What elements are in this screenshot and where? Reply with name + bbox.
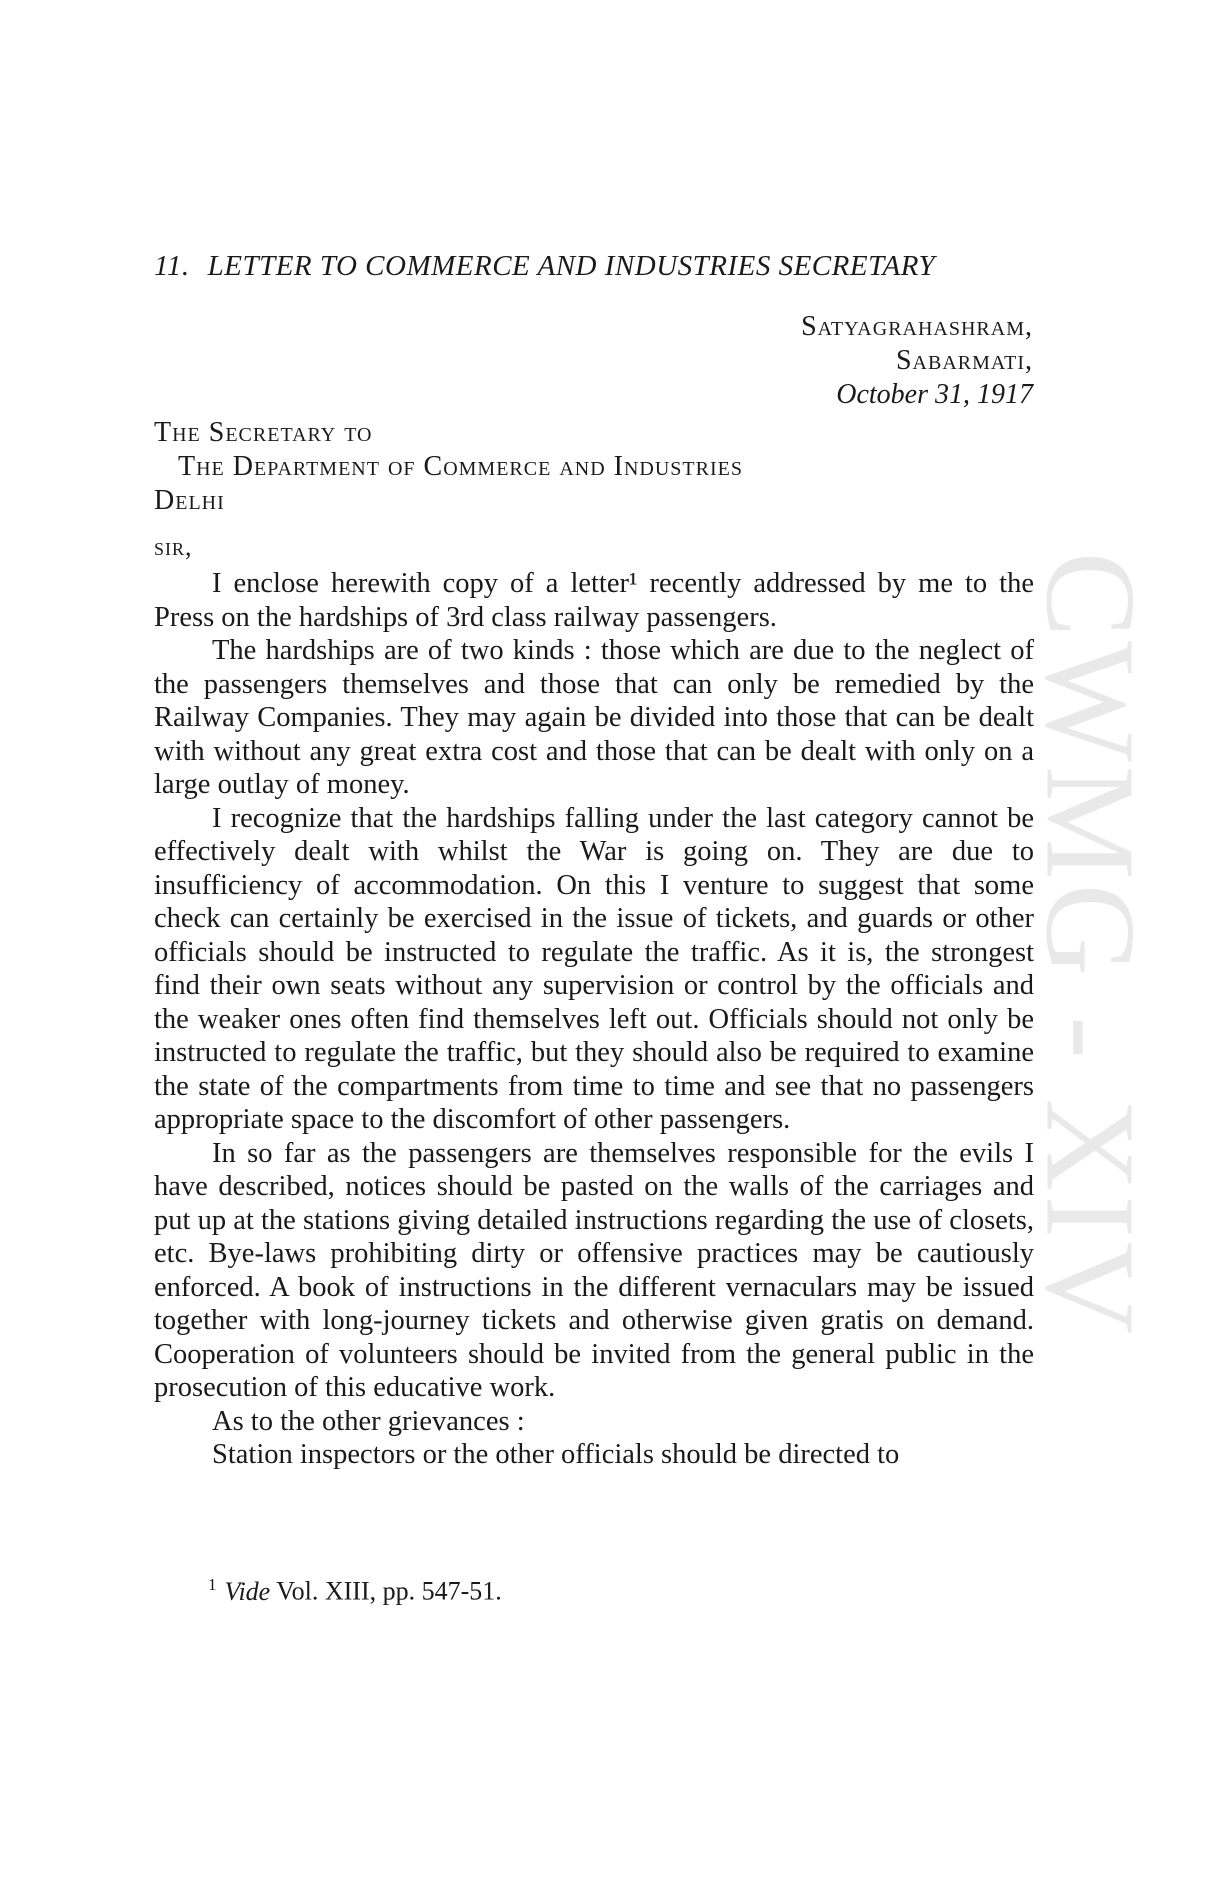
footnote-mark: 1 (208, 1575, 217, 1594)
footnote-text: Vol. XIII, pp. 547-51. (276, 1576, 502, 1606)
paragraph-2: The hardships are of two kinds : those which are due to the neglect of the passengers themselves and those that can only be remedied by the Railway Companies. They may again be divided into those that can be dealt with without any great extra cost and those that can be dealt with only on a large outlay of money. (154, 635, 1034, 800)
letter-heading (154, 250, 1034, 283)
letter-body (154, 567, 1034, 1472)
paragraph-6: Station inspectors or the other officials should be directed to (212, 1439, 900, 1470)
address-line-1: Satyagrahashram, (801, 311, 1033, 342)
watermark-text: CWMG - XIV (1019, 551, 1162, 1339)
footnote (208, 1575, 502, 1607)
heading-number: 11. (154, 250, 190, 282)
paragraph-5: As to the other grievances : (212, 1405, 525, 1437)
paragraph-1: I enclose herewith copy of a letter¹ recently addressed by me to the Press on the hardships of 3rd class railway passengers. (154, 568, 1034, 633)
recipient-block (154, 416, 743, 518)
recipient-line-1: The Secretary to (154, 417, 373, 448)
sender-address (801, 310, 1033, 412)
salutation: sir, (154, 532, 193, 561)
letter-date: October 31, 1917 (836, 379, 1033, 410)
paragraph-3: I recognize that the hardships falling under the last category cannot be effectively dealt with whilst the War is going on. They are due to insufficiency of accommodation. On this I venture to suggest that some check can certainly be exercised in the issue of tickets, and guards or other officials should be instructed to regulate the traffic. As it is, the strongest find their own seats without any supervision or control by the officials and the weaker ones often find themselves left out. Officials should not only be instructed to regulate the traffic, but they should also be required to examine the state of the compartments from time to time and see that no passengers appropriate space to the discomfort of other passengers. (154, 802, 1034, 1135)
paragraph-4: In so far as the passengers are themselves responsible for the evils I have described, notices should be pasted on the walls of the carriages and put up at the stations giving detailed instructions regarding the use of closets, etc. Bye-laws prohibiting dirty or offensive practices may be cautiously enforced. A book of instructions in the different vernaculars may be issued together with long-journey tickets and otherwise given gratis on demand. Cooperation of volunteers should be invited from the general public in the prosecution of this educative work. (154, 1137, 1034, 1403)
recipient-line-2: The Department of Commerce and Industries (178, 451, 743, 482)
watermark (1015, 505, 1165, 1385)
footnote-vide: Vide (224, 1576, 271, 1606)
address-line-2: Sabarmati, (895, 345, 1033, 376)
recipient-line-3: Delhi (154, 485, 225, 516)
heading-title: LETTER TO COMMERCE AND INDUSTRIES SECRETARY (207, 250, 936, 282)
